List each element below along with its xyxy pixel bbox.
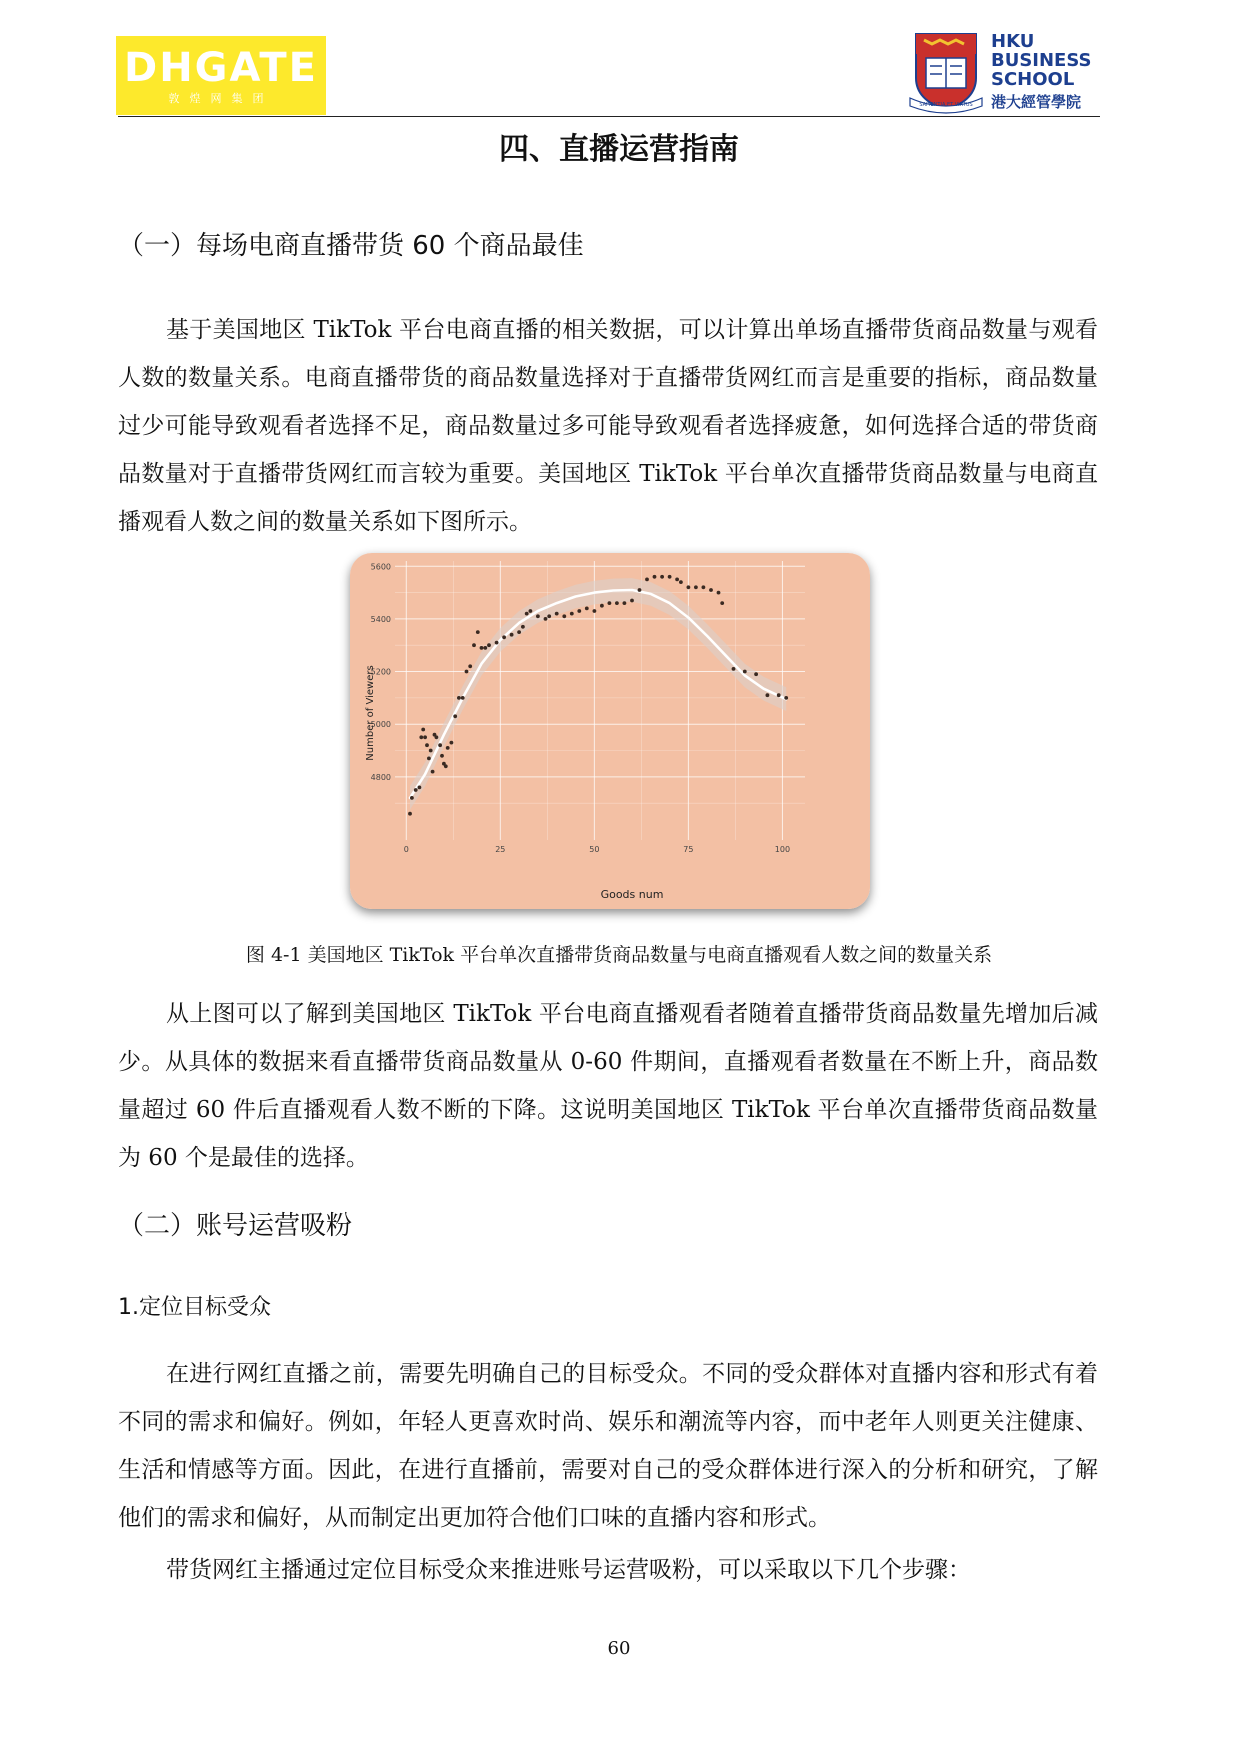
data-point <box>702 585 706 589</box>
data-point <box>410 796 414 800</box>
data-point <box>421 728 425 732</box>
dhgate-logo-text: DHGATE <box>124 45 318 91</box>
page-number: 60 <box>607 1638 631 1659</box>
data-point <box>623 601 627 605</box>
data-point <box>495 641 499 645</box>
data-point <box>414 788 418 792</box>
section-heading-1: （一）每场电商直播带货 60 个商品最佳 <box>118 231 584 261</box>
data-point <box>668 575 672 579</box>
data-point <box>577 609 581 613</box>
data-point <box>608 601 612 605</box>
data-point <box>547 614 551 618</box>
dhgate-logo-subtext: 敦煌网集团 <box>168 92 274 105</box>
data-point <box>502 635 506 639</box>
data-point <box>423 735 427 739</box>
chart-figure <box>350 553 870 909</box>
data-point <box>555 612 559 616</box>
data-point <box>453 714 457 718</box>
crest-motto: SAPIENTIA ET VIRTUS <box>919 102 973 108</box>
data-point <box>450 741 454 745</box>
data-point <box>720 601 724 605</box>
hku-logo-text <box>991 32 1091 112</box>
data-point <box>615 601 619 605</box>
data-point <box>645 578 649 582</box>
dhgate-logo <box>116 36 326 115</box>
data-point <box>408 812 412 816</box>
data-point <box>687 585 691 589</box>
data-point <box>427 757 431 761</box>
data-point <box>461 696 465 700</box>
y-tick-label: 4800 <box>370 772 391 782</box>
data-point <box>517 630 521 634</box>
data-point <box>694 585 698 589</box>
y-tick-label: 5000 <box>370 720 391 730</box>
data-point <box>638 588 642 592</box>
data-point <box>438 743 442 747</box>
data-point <box>777 693 781 697</box>
data-point <box>743 670 747 674</box>
hku-logo-line-1: HKU <box>991 31 1035 52</box>
page-title: 四、直播运营指南 <box>499 132 739 167</box>
data-point <box>446 746 450 750</box>
hku-crest-icon <box>908 30 984 114</box>
data-point <box>600 604 604 608</box>
data-point <box>425 743 429 747</box>
section-2-paragraph-1: 在进行网红直播之前，需要先明确自己的目标受众。不同的受众群体对直播内容和形式有着不同的需求和偏好。例如，年轻人更喜欢时尚、娱乐和潮流等内容，而中老年人则更关注健康、生活和情感等方面。因此，在进行直播前，需要对自己的受众群体进行深入的分析和研究，了解他们的需求和偏好，从而制定出更加符合他们口味的直播内容和形式。 <box>118 1361 1098 1531</box>
data-point <box>754 672 758 676</box>
data-point <box>480 646 484 650</box>
y-tick-label: 5600 <box>370 562 391 572</box>
data-point <box>653 575 657 579</box>
data-point <box>585 607 589 611</box>
sub-heading-1: 1.定位目标受众 <box>118 1295 271 1320</box>
viewers-vs-goods-chart <box>350 553 870 909</box>
hku-logo-line-2: BUSINESS <box>991 50 1092 71</box>
data-point <box>562 614 566 618</box>
data-point <box>521 625 525 629</box>
data-point <box>472 643 476 647</box>
data-point <box>593 609 597 613</box>
data-point <box>444 764 448 768</box>
data-point <box>435 735 439 739</box>
data-point <box>510 633 514 637</box>
y-tick-label: 5200 <box>370 667 391 677</box>
hku-logo-cn: 港大經管學院 <box>991 93 1082 111</box>
data-point <box>766 693 770 697</box>
data-point <box>525 612 529 616</box>
data-point <box>476 630 480 634</box>
chart-background <box>350 553 870 909</box>
data-point <box>717 591 721 595</box>
data-point <box>419 735 423 739</box>
data-point <box>732 667 736 671</box>
data-point <box>544 617 548 621</box>
data-point <box>465 670 469 674</box>
data-point <box>487 643 491 647</box>
section-1-paragraph-1: 基于美国地区 TikTok 平台电商直播的相关数据，可以计算出单场直播带货商品数量与观看人数的数量关系。电商直播带货的商品数量选择对于直播带货网红而言是重要的指标，商品数量过少可能导致观看者选择不足，商品数量过多可能导致观看者选择疲惫，如何选择合适的带货商品数量对于直播带货网红而言较为重要。美国地区 TikTok 平台单次直播带货商品数量与电商直播观看人数之间的数量关系如下图所示。 <box>118 317 1098 535</box>
y-tick-label: 5400 <box>370 614 391 624</box>
data-point <box>457 696 461 700</box>
section-heading-2: （二）账号运营吸粉 <box>118 1211 353 1241</box>
section-1-paragraph-2: 从上图可以了解到美国地区 TikTok 平台电商直播观看者随着直播带货商品数量先增加后减少。从具体的数据来看直播带货商品数量从 0-60 件期间，直播观看者数量在不断上升，商品数量超过 60 件后直播观看人数不断的下降。这说明美国地区 TikTok 平台单次直播带货商品数量为 60 个是最佳的选择。 <box>118 1001 1098 1171</box>
x-tick-label: 75 <box>683 845 694 854</box>
x-tick-label: 100 <box>774 845 791 854</box>
data-point <box>679 580 683 584</box>
x-axis-label: Goods num <box>600 888 664 901</box>
figure-caption: 图 4-1 美国地区 TikTok 平台单次直播带货商品数量与电商直播观看人数之间的数量关系 <box>245 944 993 966</box>
data-point <box>468 664 472 668</box>
data-point <box>570 612 574 616</box>
data-point <box>431 770 435 774</box>
data-point <box>440 754 444 758</box>
data-point <box>418 786 422 790</box>
data-point <box>709 588 713 592</box>
data-point <box>660 575 664 579</box>
data-point <box>630 599 634 603</box>
data-point <box>675 578 679 582</box>
data-point <box>483 646 487 650</box>
section-2-paragraph-2: 带货网红主播通过定位目标受众来推进账号运营吸粉，可以采取以下几个步骤： <box>166 1557 971 1583</box>
hku-logo-line-3: SCHOOL <box>991 69 1075 90</box>
data-point <box>429 749 433 753</box>
x-tick-label: 25 <box>495 845 506 854</box>
x-tick-label: 0 <box>403 845 409 854</box>
data-point <box>529 609 533 613</box>
data-point <box>784 696 788 700</box>
header-divider <box>118 116 1100 117</box>
x-tick-label: 50 <box>589 845 600 854</box>
y-axis-label: Number of Viewers <box>365 665 376 761</box>
data-point <box>536 614 540 618</box>
